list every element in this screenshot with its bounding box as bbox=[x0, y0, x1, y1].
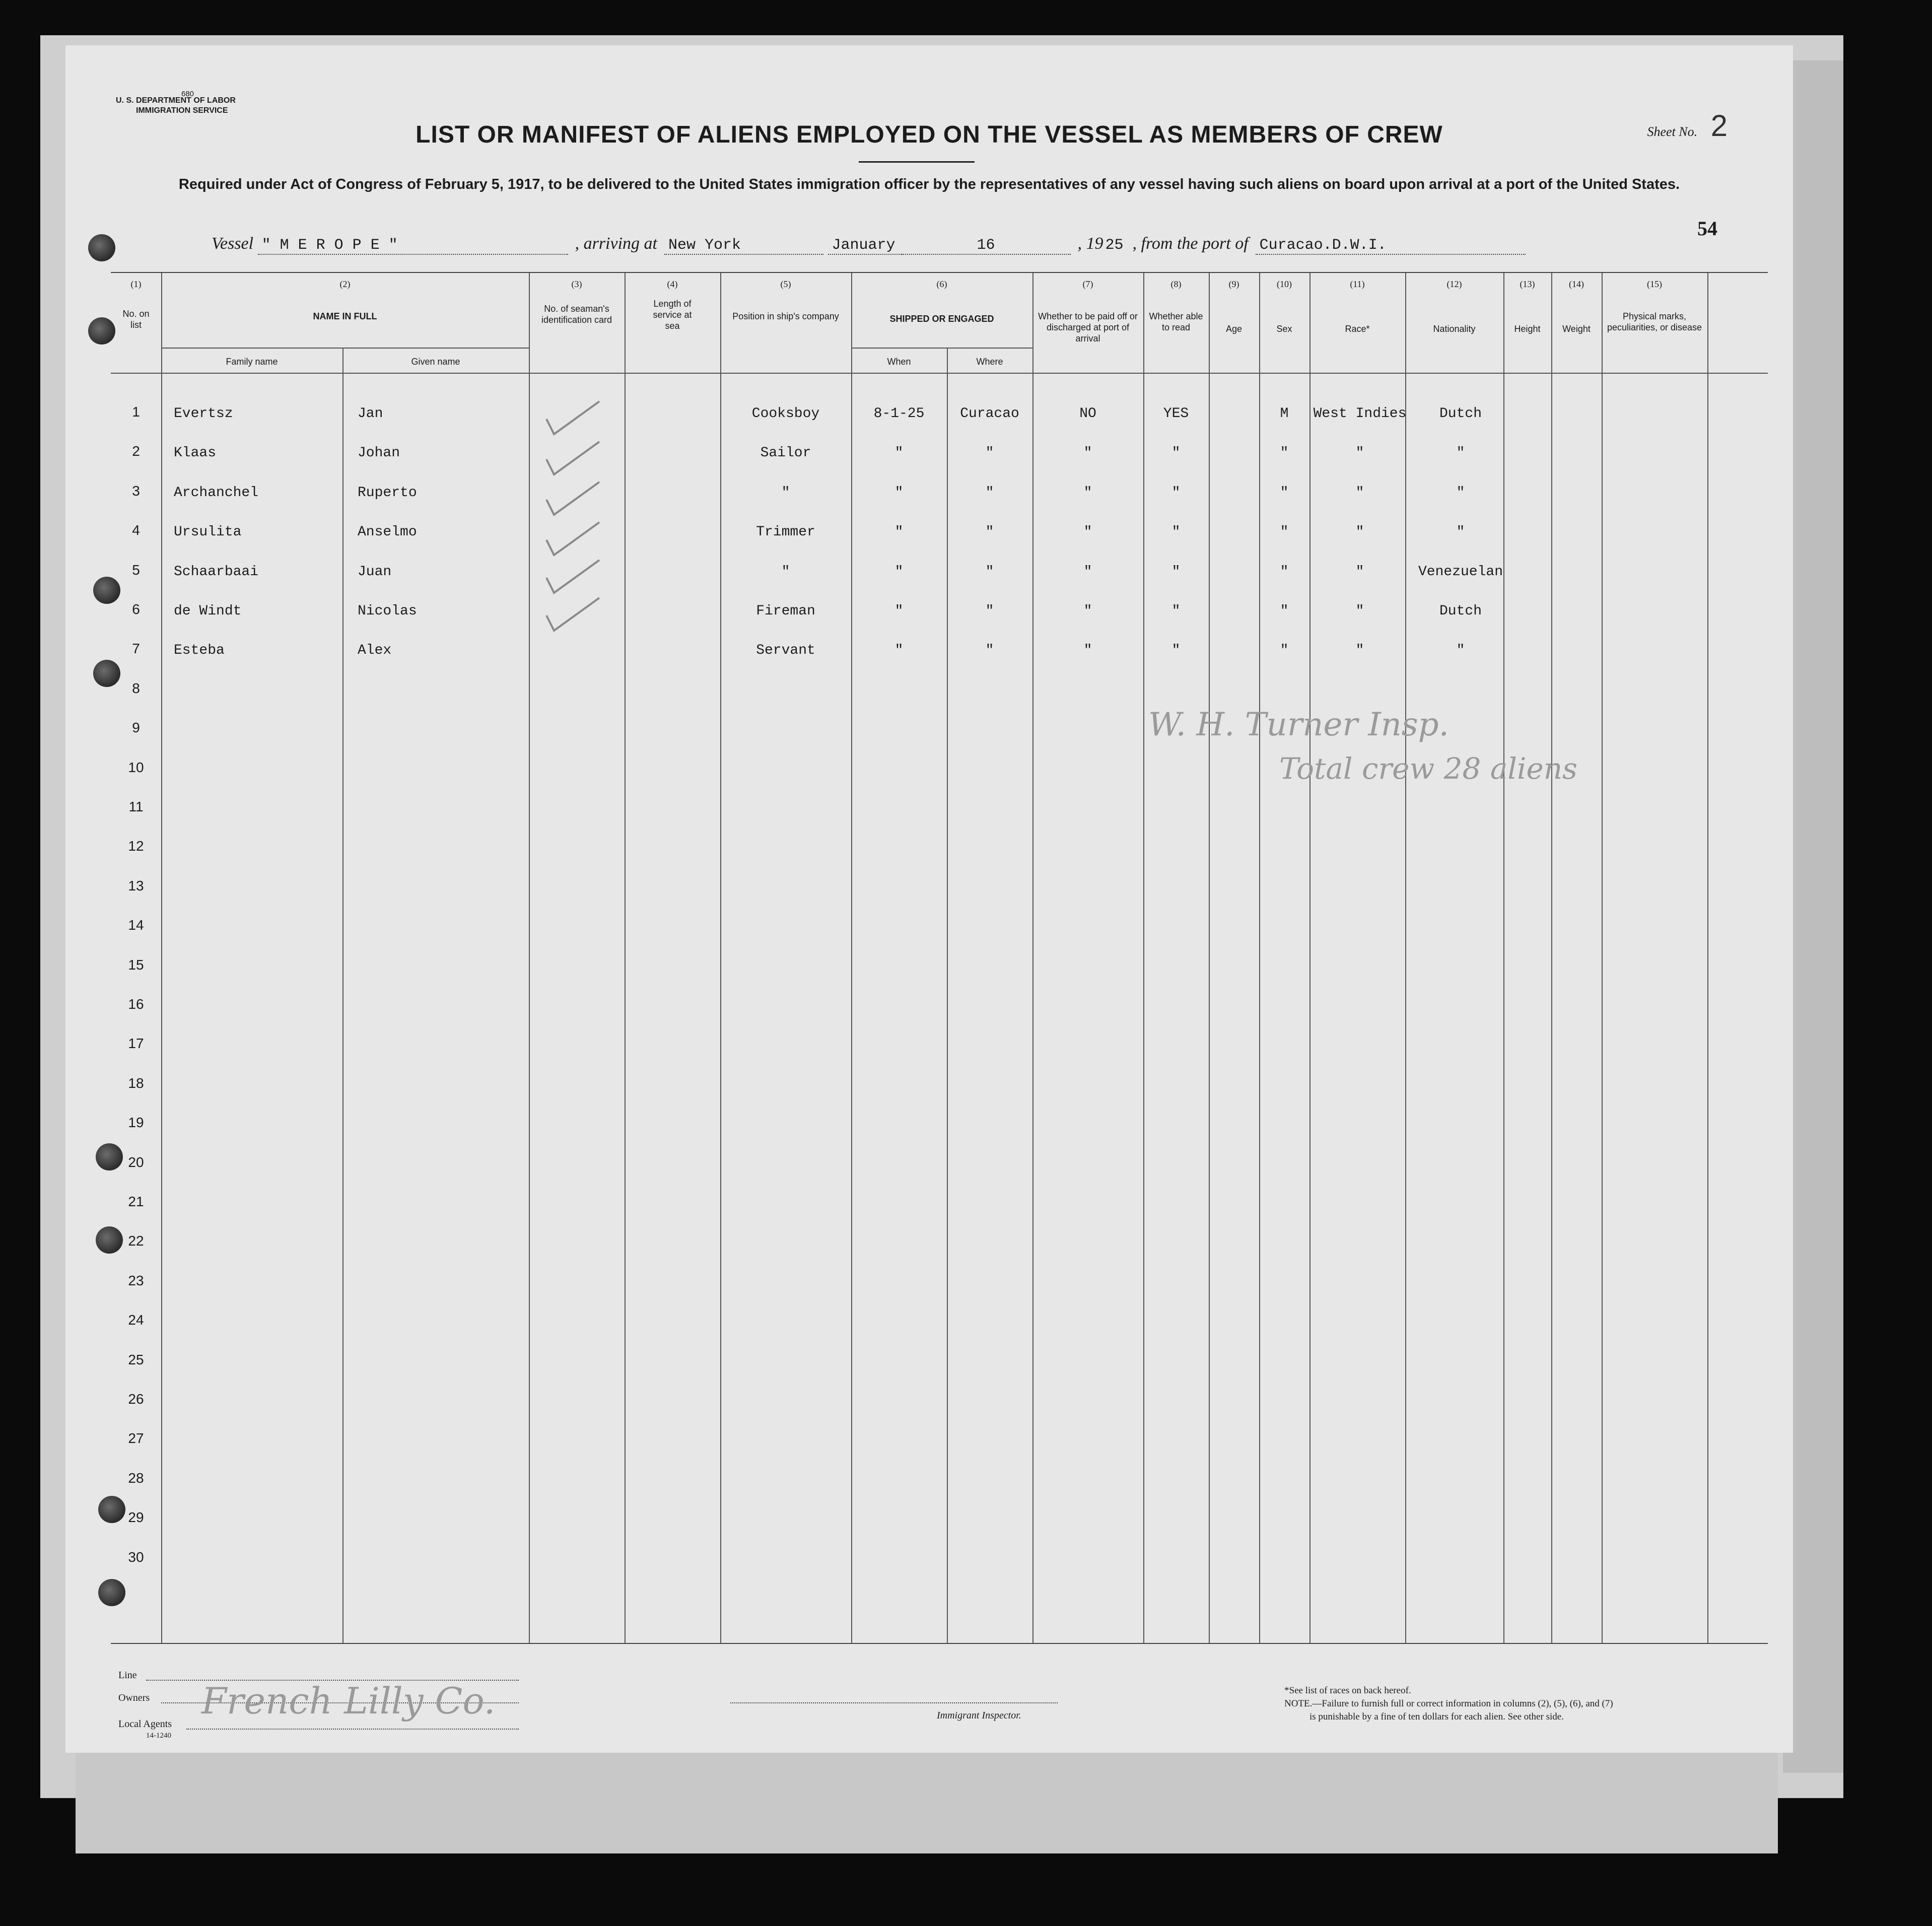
column-rule bbox=[1707, 273, 1708, 1643]
row-number: 30 bbox=[128, 1549, 144, 1565]
row-number: 11 bbox=[128, 799, 144, 814]
nationality-cell: " bbox=[1456, 445, 1465, 461]
col-number: (10) bbox=[1277, 279, 1292, 289]
row-number: 2 bbox=[132, 443, 140, 459]
col-number: (15) bbox=[1647, 279, 1662, 289]
able-to-read-cell: " bbox=[1171, 524, 1181, 540]
row-number: 9 bbox=[132, 720, 140, 736]
able-to-read-cell: " bbox=[1171, 603, 1181, 619]
races-note: *See list of races on back hereof. bbox=[1284, 1685, 1411, 1696]
given-name-cell: Juan bbox=[358, 564, 392, 580]
agency-header bbox=[116, 96, 236, 116]
agents-signature: French Lilly Co. bbox=[201, 1680, 496, 1722]
shipped-when-cell: 8-1-25 bbox=[873, 406, 925, 422]
col-number: (5) bbox=[780, 279, 791, 289]
year-label: , 19 bbox=[1077, 234, 1103, 253]
from-label: , from the port of bbox=[1132, 234, 1249, 253]
given-name-cell: Alex bbox=[358, 643, 392, 659]
race-cell: " bbox=[1355, 524, 1364, 540]
row-number: 29 bbox=[128, 1509, 144, 1526]
col-number: (3) bbox=[571, 279, 582, 289]
header-rule bbox=[161, 348, 529, 349]
check-mark-icon bbox=[544, 479, 604, 525]
nationality-cell: Dutch bbox=[1439, 603, 1482, 619]
col-heading-id-card: No. of seaman's identification card bbox=[541, 304, 612, 325]
col-number: (6) bbox=[936, 279, 947, 289]
col-number: (11) bbox=[1350, 279, 1365, 289]
col-heading-race: Race* bbox=[1345, 324, 1370, 334]
sex-cell: " bbox=[1280, 485, 1289, 501]
race-cell: " bbox=[1355, 603, 1364, 619]
family-name-cell: Esteba bbox=[174, 643, 225, 659]
given-name-cell: Jan bbox=[358, 406, 383, 422]
nationality-cell: Venezuelan bbox=[1418, 564, 1503, 580]
agents-field bbox=[186, 1729, 519, 1730]
shipped-where-cell: " bbox=[985, 603, 994, 619]
nationality-cell: " bbox=[1456, 485, 1465, 501]
inspector-signature: W. H. Turner Insp. bbox=[1148, 706, 1449, 743]
nationality-cell: " bbox=[1456, 524, 1465, 540]
row-number: 28 bbox=[128, 1470, 144, 1486]
able-to-read-cell: " bbox=[1171, 445, 1181, 461]
column-rule bbox=[342, 349, 343, 1643]
nationality-cell: Dutch bbox=[1439, 406, 1482, 422]
row-number: 17 bbox=[128, 1036, 144, 1052]
col-heading-family: Family name bbox=[226, 357, 278, 367]
shipped-where-cell: " bbox=[985, 485, 994, 501]
arrival-day: 16 bbox=[902, 237, 1071, 255]
row-number: 20 bbox=[128, 1154, 144, 1170]
header-rule bbox=[851, 348, 1032, 349]
shipped-when-cell: " bbox=[894, 445, 904, 461]
sex-cell: " bbox=[1280, 564, 1289, 580]
vessel-name: " M E R O P E " bbox=[258, 237, 568, 255]
column-rule bbox=[947, 349, 948, 1643]
col-heading-height: Height bbox=[1514, 324, 1541, 334]
page-title: LIST OR MANIFEST OF ALIENS EMPLOYED ON THE VESSEL AS MEMBERS OF CREW bbox=[416, 121, 1443, 148]
col-number: (4) bbox=[667, 279, 678, 289]
row-number: 13 bbox=[128, 877, 144, 893]
row-number: 8 bbox=[132, 680, 140, 696]
given-name-cell: Nicolas bbox=[358, 603, 417, 619]
given-name-cell: Johan bbox=[358, 445, 400, 461]
position-cell: Fireman bbox=[756, 603, 815, 619]
family-name-cell: Ursulita bbox=[174, 524, 242, 540]
check-mark-icon bbox=[544, 595, 604, 641]
column-rule bbox=[1209, 273, 1210, 1643]
row-number: 26 bbox=[128, 1391, 144, 1407]
form-number: 680 bbox=[181, 90, 194, 98]
column-rule bbox=[161, 273, 162, 1643]
header-bottom-rule bbox=[111, 373, 1768, 374]
arriving-label: , arriving at bbox=[575, 234, 657, 253]
col-number: (9) bbox=[1228, 279, 1239, 289]
sheet-label: Sheet No. bbox=[1647, 124, 1698, 139]
column-rule bbox=[851, 273, 852, 1643]
shipped-when-cell: " bbox=[894, 603, 904, 619]
row-number: 15 bbox=[128, 956, 144, 973]
departure-port: Curacao.D.W.I. bbox=[1256, 237, 1526, 255]
family-name-cell: Evertsz bbox=[174, 406, 233, 422]
column-rule bbox=[1405, 273, 1406, 1643]
position-cell: Trimmer bbox=[756, 524, 815, 540]
column-rule bbox=[529, 273, 530, 1643]
col-number: (13) bbox=[1520, 279, 1535, 289]
row-number: 25 bbox=[128, 1351, 144, 1367]
position-cell: Servant bbox=[756, 643, 815, 659]
col-heading-when: When bbox=[887, 357, 911, 367]
column-rule bbox=[1551, 273, 1552, 1643]
row-number: 6 bbox=[132, 601, 140, 617]
row-number: 19 bbox=[128, 1115, 144, 1131]
paid-off-cell: " bbox=[1083, 603, 1092, 619]
row-number: 10 bbox=[128, 759, 144, 775]
sex-cell: " bbox=[1280, 603, 1289, 619]
row-number: 12 bbox=[128, 838, 144, 854]
row-number: 7 bbox=[132, 641, 140, 657]
position-cell: " bbox=[781, 485, 790, 501]
binder-hole bbox=[88, 234, 115, 261]
voyage-line bbox=[212, 234, 1526, 255]
total-crew-note: Total crew 28 aliens bbox=[1279, 751, 1577, 786]
column-rule bbox=[1503, 273, 1504, 1643]
able-to-read-cell: " bbox=[1171, 485, 1181, 501]
shipped-when-cell: " bbox=[894, 564, 904, 580]
column-rule bbox=[1602, 273, 1603, 1643]
col-heading-position: Position in ship's company bbox=[732, 311, 839, 321]
arrival-month: January bbox=[828, 237, 902, 255]
shipped-where-cell: " bbox=[985, 564, 994, 580]
race-cell: " bbox=[1355, 643, 1364, 659]
family-name-cell: Schaarbaai bbox=[174, 564, 259, 580]
col-heading-shipped: SHIPPED OR ENGAGED bbox=[889, 314, 994, 324]
given-name-cell: Ruperto bbox=[358, 485, 417, 501]
nationality-cell: " bbox=[1456, 643, 1465, 659]
agency-line-1: U. S. DEPARTMENT OF LABOR bbox=[116, 96, 236, 105]
col-number: (2) bbox=[339, 279, 351, 289]
manifest-sheet bbox=[65, 45, 1793, 1753]
footer-form-code: 14-1240 bbox=[146, 1732, 171, 1740]
paid-off-cell: " bbox=[1083, 564, 1092, 580]
col-heading-read: Whether able to read bbox=[1149, 311, 1203, 332]
col-heading-no: No. on list bbox=[122, 309, 150, 330]
row-number: 4 bbox=[132, 522, 140, 538]
row-number: 3 bbox=[132, 483, 140, 499]
column-rule bbox=[625, 273, 626, 1643]
sex-cell: " bbox=[1280, 524, 1289, 540]
family-name-cell: de Windt bbox=[174, 603, 242, 619]
able-to-read-cell: " bbox=[1171, 643, 1181, 659]
col-number: (12) bbox=[1446, 279, 1462, 289]
col-heading-age: Age bbox=[1225, 324, 1243, 334]
paid-off-cell: " bbox=[1083, 524, 1092, 540]
row-number: 21 bbox=[128, 1194, 144, 1209]
race-cell: West Indies bbox=[1313, 406, 1407, 422]
paid-off-cell: NO bbox=[1079, 406, 1096, 422]
row-number: 27 bbox=[128, 1430, 144, 1447]
row-number: 5 bbox=[132, 562, 140, 578]
col-heading-weight: Weight bbox=[1562, 324, 1591, 334]
arrival-year: 25 bbox=[1105, 237, 1124, 254]
paid-off-cell: " bbox=[1083, 445, 1092, 461]
family-name-cell: Archanchel bbox=[174, 485, 259, 501]
row-number: 18 bbox=[128, 1075, 144, 1091]
page-number: 54 bbox=[1697, 217, 1717, 240]
shipped-when-cell: " bbox=[894, 524, 904, 540]
column-rule bbox=[1032, 273, 1033, 1643]
check-mark-icon bbox=[544, 399, 604, 444]
row-number: 24 bbox=[128, 1312, 144, 1328]
agents-label: Local Agents bbox=[118, 1718, 172, 1730]
family-name-cell: Klaas bbox=[174, 445, 217, 461]
title-rule bbox=[859, 161, 975, 163]
shipped-where-cell: " bbox=[985, 643, 994, 659]
shipped-where-cell: " bbox=[985, 445, 994, 461]
able-to-read-cell: YES bbox=[1163, 406, 1189, 422]
shipped-when-cell: " bbox=[894, 485, 904, 501]
position-cell: Cooksboy bbox=[751, 406, 820, 422]
shipped-where-cell: Curacao bbox=[960, 406, 1019, 422]
column-rule bbox=[1259, 273, 1260, 1643]
col-heading-given: Given name bbox=[411, 357, 460, 367]
sex-cell: " bbox=[1280, 445, 1289, 461]
check-mark-icon bbox=[544, 439, 604, 485]
paid-off-cell: " bbox=[1083, 485, 1092, 501]
given-name-cell: Anselmo bbox=[358, 524, 417, 540]
race-cell: " bbox=[1355, 485, 1364, 501]
fine-note-continued: is punishable by a fine of ten dollars for each alien. See other side. bbox=[1309, 1711, 1564, 1722]
col-heading-paid-off: Whether to be paid off or discharged at port of arrival bbox=[1038, 311, 1138, 343]
arrival-port: New York bbox=[664, 237, 823, 255]
column-rule bbox=[720, 273, 721, 1643]
row-number: 1 bbox=[132, 404, 140, 420]
col-heading-physical: Physical marks, peculiarities, or disease bbox=[1607, 311, 1702, 332]
row-number: 23 bbox=[128, 1272, 144, 1288]
sex-cell: " bbox=[1280, 643, 1289, 659]
column-rule bbox=[1309, 273, 1310, 1643]
page-subtitle: Required under Act of Congress of February 5, 1917, to be delivered to the United States immigration officer by the representatives of any vessel having such aliens on board upon arrival at a port of the United States. bbox=[178, 176, 1680, 192]
fine-note: NOTE.—Failure to furnish full or correct information in columns (2), (5), (6), and (7) bbox=[1284, 1698, 1613, 1709]
col-heading-sex: Sex bbox=[1276, 324, 1292, 334]
inspector-label: Immigrant Inspector. bbox=[937, 1710, 1021, 1721]
paid-off-cell: " bbox=[1083, 643, 1092, 659]
torn-bottom-edge bbox=[76, 1748, 1778, 1853]
shipped-when-cell: " bbox=[894, 643, 904, 659]
col-heading-nationality: Nationality bbox=[1433, 324, 1476, 334]
shipped-where-cell: " bbox=[985, 524, 994, 540]
col-number: (7) bbox=[1082, 279, 1093, 289]
position-cell: Sailor bbox=[760, 445, 811, 461]
col-number: (14) bbox=[1569, 279, 1584, 289]
race-cell: " bbox=[1355, 564, 1364, 580]
race-cell: " bbox=[1355, 445, 1364, 461]
inspector-field bbox=[730, 1702, 1058, 1703]
vessel-label: Vessel bbox=[212, 234, 254, 253]
col-number: (1) bbox=[130, 279, 142, 289]
owners-label: Owners bbox=[118, 1692, 150, 1703]
sheet-value: 2 bbox=[1710, 109, 1728, 143]
col-heading-name: NAME IN FULL bbox=[313, 311, 377, 321]
col-number: (8) bbox=[1170, 279, 1182, 289]
sex-cell: M bbox=[1280, 406, 1289, 422]
row-number: 22 bbox=[128, 1233, 144, 1249]
able-to-read-cell: " bbox=[1171, 564, 1181, 580]
row-number: 16 bbox=[128, 996, 144, 1012]
column-rule bbox=[1143, 273, 1144, 1643]
agency-line-2: IMMIGRATION SERVICE bbox=[136, 106, 228, 115]
line-label: Line bbox=[118, 1670, 137, 1681]
col-heading-where: Where bbox=[976, 357, 1003, 367]
col-heading-service: Length of service at sea bbox=[653, 299, 692, 331]
row-number: 14 bbox=[128, 917, 144, 933]
crew-table bbox=[111, 272, 1768, 1644]
position-cell: " bbox=[781, 564, 790, 580]
